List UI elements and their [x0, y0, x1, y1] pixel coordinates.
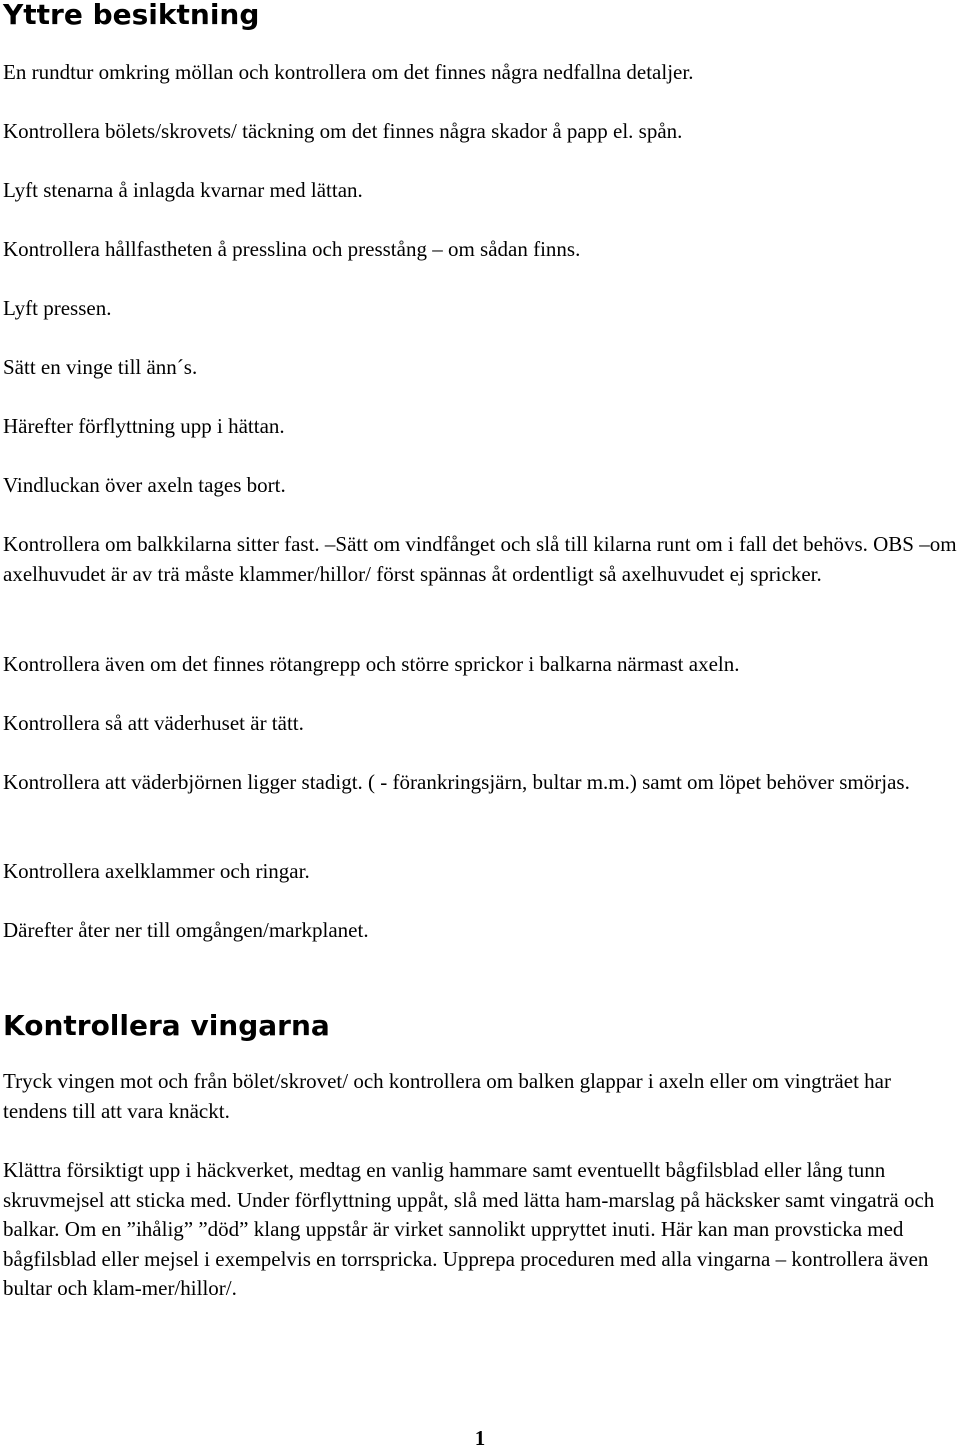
paragraph: Kontrollera även om det finnes rötangrepp och större sprickor i balkarna närmast axeln.	[3, 652, 740, 676]
paragraph: Tryck vingen mot och från bölet/skrovet/ och kontrollera om balken glappar i axeln eller om vingträet har tendens till att vara knäckt.	[3, 1069, 891, 1123]
paragraph: Kontrollera att väderbjörnen ligger stadigt. ( - förankringsjärn, bultar m.m.) samt om löpet behöver smörjas.	[3, 770, 910, 794]
paragraph: Sätt en vinge till änn´s.	[3, 355, 198, 379]
paragraph: Kontrollera bölets/skrovets/ täckning om det finnes några skador å papp el. spån.	[3, 119, 683, 143]
paragraph: Kontrollera axelklammer och ringar.	[3, 859, 310, 883]
document-page	[3, 0, 955, 1450]
section-heading: Kontrollera vingarna	[3, 1009, 330, 1042]
paragraph: Lyft pressen.	[3, 296, 112, 320]
paragraph: Lyft stenarna å inlagda kvarnar med lättan.	[3, 178, 363, 202]
paragraph: En rundtur omkring möllan och kontrollera om det finnes några nedfallna detaljer.	[3, 60, 694, 84]
paragraph: Kontrollera hållfastheten å presslina och presstång – om sådan finns.	[3, 237, 581, 261]
page-number: 1	[474, 1426, 486, 1450]
paragraph: Härefter förflyttning upp i hättan.	[3, 414, 285, 438]
paragraph: Vindluckan över axeln tages bort.	[3, 473, 286, 497]
section-heading: Yttre besiktning	[3, 0, 260, 31]
paragraph: Kontrollera så att väderhuset är tätt.	[3, 711, 304, 735]
paragraph: Därefter åter ner till omgången/markplanet.	[3, 918, 369, 942]
paragraph: Kontrollera om balkkilarna sitter fast. –Sätt om vindfånget och slå till kilarna runt om i fall det behövs. OBS –om axelhuvudet är av trä måste klammer/hillor/ först spännas åt ordentligt så axelhuvudet ej spricker.	[3, 532, 957, 586]
paragraph: Klättra försiktigt upp i häckverket, medtag en vanlig hammare samt eventuellt bågfilsblad eller lång tunn skruvmejsel att sticka med. Under förflyttning uppåt, slå med lätta ham-marslag på häcksker samt vingaträ och balkar. Om en ”ihålig” ”död” klang uppstår är virket sannolikt upprуttet inuti. Här kan man provsticka med bågfilsblad eller mejsel i exempelvis en torrspricka. Upprepa proceduren med alla vingarna – kontrollera även bultar och klam-mer/hillor/.	[3, 1158, 935, 1300]
